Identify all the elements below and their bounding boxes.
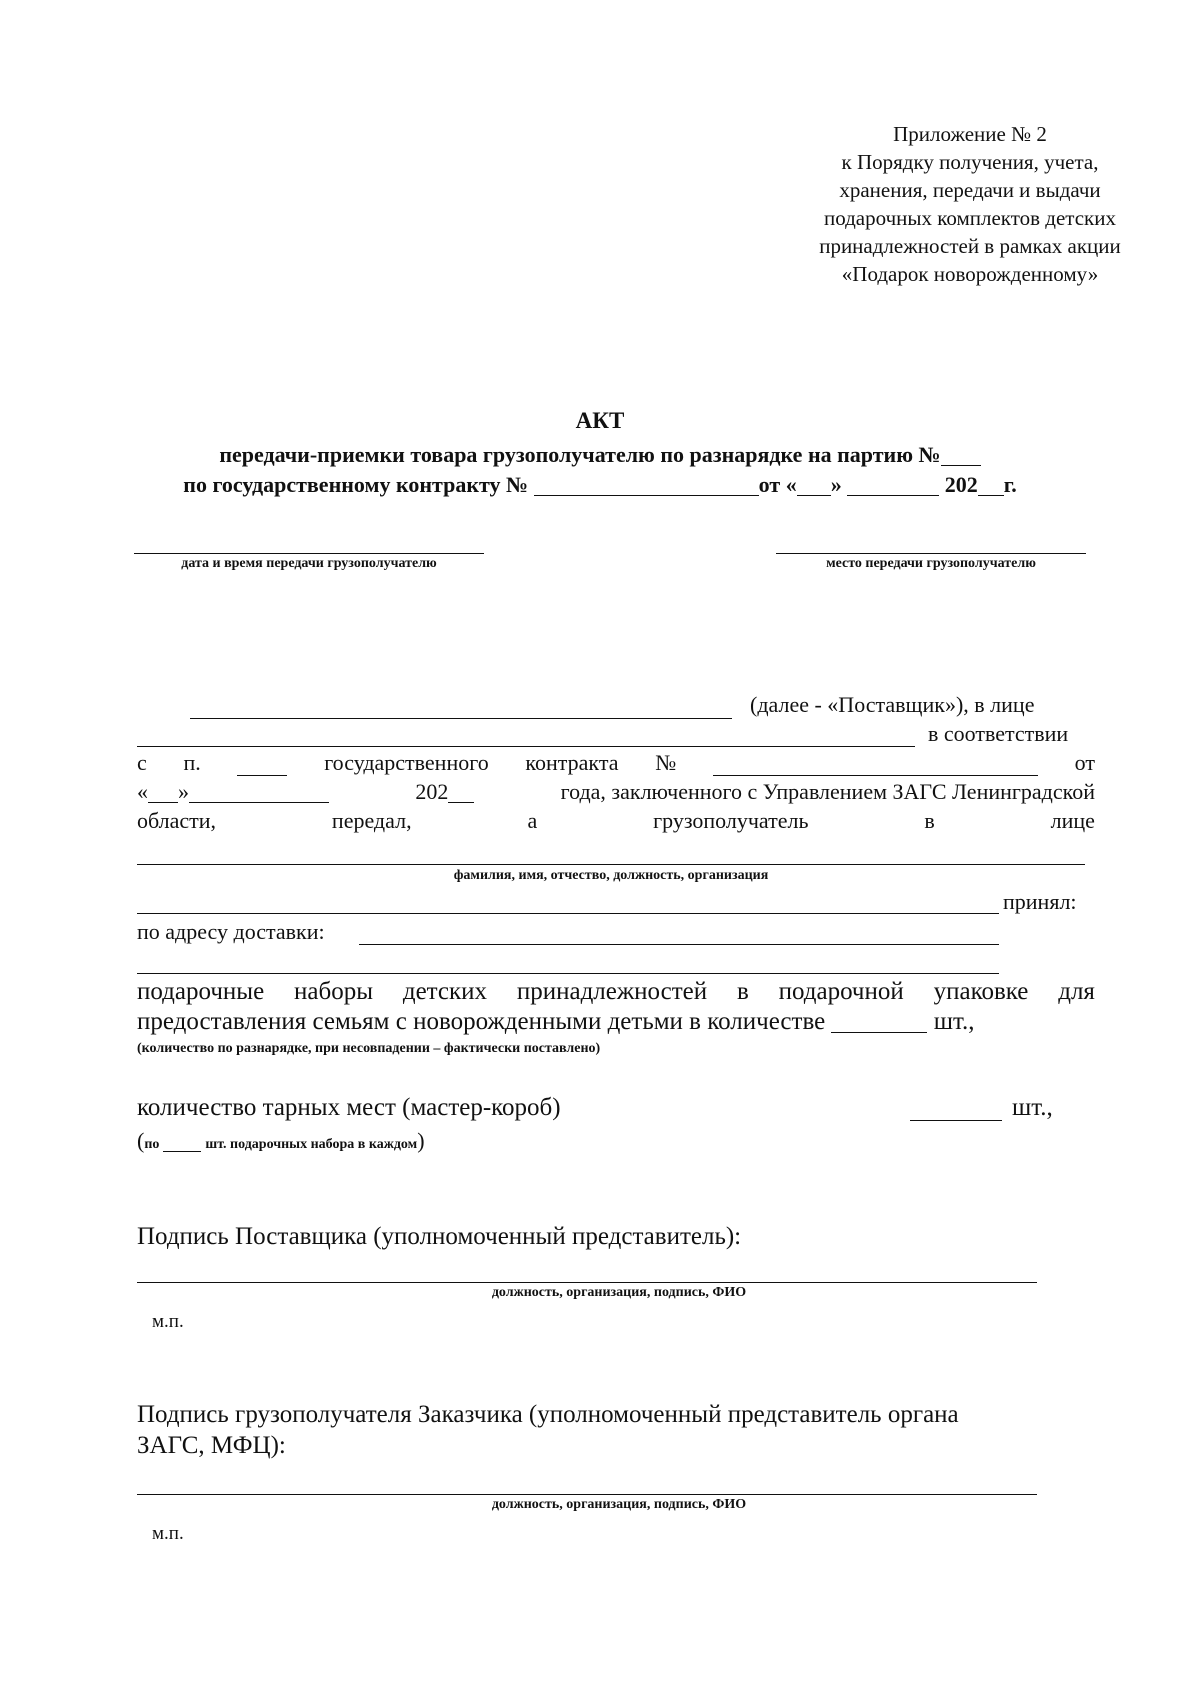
row-word: подарочной bbox=[778, 978, 904, 1005]
customer-stamp-label: м.п. bbox=[152, 1523, 184, 1544]
recipient-fio-caption: фамилия, имя, отчество, должность, организация bbox=[453, 868, 769, 883]
accepted-text: принял: bbox=[1003, 889, 1077, 914]
contract-body-month-field[interactable] bbox=[189, 784, 329, 803]
transfer-place-field[interactable] bbox=[776, 553, 1086, 554]
boxes-unit: шт., bbox=[1012, 1094, 1053, 1121]
row-word: грузополучатель bbox=[653, 808, 809, 833]
row-word: передал, bbox=[331, 808, 412, 833]
gifts-row-2 bbox=[137, 1008, 975, 1036]
contract-date-close: » bbox=[830, 472, 842, 497]
gifts-note: (количество по разнарядке, при несовпадении – фактически поставлено) bbox=[137, 1041, 601, 1056]
batch-number-field[interactable] bbox=[941, 447, 981, 466]
contract-year-prefix: 202 bbox=[944, 472, 978, 497]
act-subtitle bbox=[0, 442, 1200, 468]
appendix-line: подарочных комплектов детских bbox=[823, 206, 1116, 230]
appendix-line: к Порядку получения, учета, bbox=[841, 150, 1099, 174]
boxes-quantity-field[interactable] bbox=[910, 1120, 1002, 1121]
contract-year-group bbox=[415, 779, 474, 805]
row-word: упаковке bbox=[933, 978, 1029, 1005]
appendix-line: Приложение № 2 bbox=[893, 122, 1047, 146]
contract-date-row bbox=[137, 779, 1095, 805]
contract-body-day-field[interactable] bbox=[148, 784, 178, 803]
row-word: контракта bbox=[525, 750, 619, 775]
contract-day-field[interactable] bbox=[797, 477, 831, 496]
supplier-signature-caption: должность, организация, подпись, ФИО bbox=[491, 1285, 747, 1300]
row-word: государственного bbox=[324, 750, 489, 775]
row-word: для bbox=[1058, 978, 1095, 1005]
supplier-representative-field[interactable] bbox=[137, 746, 915, 747]
row-word: а bbox=[527, 808, 538, 833]
act-title: АКТ bbox=[575, 408, 625, 433]
clause-number-field[interactable] bbox=[237, 757, 287, 776]
customer-signature-field[interactable] bbox=[137, 1494, 1037, 1495]
contract-year-field[interactable] bbox=[978, 477, 1004, 496]
transfer-datetime-field[interactable] bbox=[134, 553, 484, 554]
recipient-extra-field[interactable] bbox=[137, 913, 999, 914]
row-word: № bbox=[655, 750, 677, 775]
boxes-note bbox=[137, 1128, 425, 1154]
gifts-unit: шт., bbox=[933, 1008, 975, 1035]
contract-year-suffix: г. bbox=[1003, 472, 1017, 497]
concluded-text: года, заключенного с Управлением ЗАГС Ленинградской bbox=[560, 779, 1095, 804]
contract-label: по государственному контракту № bbox=[183, 472, 529, 497]
contract-clause-row bbox=[137, 750, 1095, 776]
customer-signature-caption: должность, организация, подпись, ФИО bbox=[491, 1497, 747, 1512]
contract-date-open: от « bbox=[758, 472, 797, 497]
customer-signature-label-1: Подпись грузополучателя Заказчика (уполномоченный представитель органа bbox=[137, 1401, 959, 1428]
accordance-text: в соответствии bbox=[928, 721, 1069, 746]
gifts-row-1 bbox=[137, 978, 1095, 1006]
transferred-row bbox=[137, 808, 1095, 834]
row-word: от bbox=[1074, 750, 1095, 775]
appendix-line: «Подарок новорожденному» bbox=[841, 262, 1099, 286]
contract-date-group bbox=[137, 779, 329, 805]
row-word: в bbox=[736, 978, 749, 1005]
row-word: лице bbox=[1050, 808, 1095, 833]
row-word: подарочные bbox=[137, 978, 265, 1005]
quote-open: « bbox=[137, 779, 148, 804]
contract-month-field[interactable] bbox=[847, 477, 939, 496]
appendix-line: хранения, передачи и выдачи bbox=[839, 178, 1101, 202]
act-subtitle-text: передачи-приемки товара грузополучателю по разнарядке на партию № bbox=[219, 442, 941, 467]
transfer-datetime-caption: дата и время передачи грузополучателю bbox=[181, 556, 437, 571]
boxes-note-prefix: по bbox=[144, 1137, 160, 1152]
paren-open: ( bbox=[137, 1128, 145, 1153]
supplier-name-field[interactable] bbox=[190, 718, 732, 719]
year-prefix: 202 bbox=[415, 779, 449, 804]
recipient-fio-field[interactable] bbox=[137, 864, 1085, 865]
appendix-line: принадлежностей в рамках акции bbox=[819, 234, 1121, 258]
customer-signature-label-2: ЗАГС, МФЦ): bbox=[137, 1432, 286, 1459]
row-word: п. bbox=[183, 750, 201, 775]
row-word: с bbox=[137, 750, 147, 775]
row-word: области, bbox=[137, 808, 217, 833]
contract-number-field[interactable] bbox=[534, 477, 759, 496]
supplier-stamp-label: м.п. bbox=[152, 1311, 184, 1332]
row-word: в bbox=[924, 808, 935, 833]
row-word: наборы bbox=[294, 978, 374, 1005]
gifts-row-2-text: предоставления семьям с новорожденными детьми в количестве bbox=[137, 1008, 826, 1035]
boxes-label: количество тарных мест (мастер-короб) bbox=[137, 1094, 561, 1121]
address-label: по адресу доставки: bbox=[137, 919, 325, 944]
contract-line bbox=[0, 472, 1200, 498]
boxes-note-text: шт. подарочных набора в каждом bbox=[205, 1137, 418, 1152]
quote-close: » bbox=[178, 779, 189, 804]
supplier-suffix: (далее - «Поставщик»), в лице bbox=[750, 692, 1035, 717]
contract-number-body-field[interactable] bbox=[713, 757, 1038, 776]
appendix-block bbox=[760, 120, 1180, 288]
row-word: принадлежностей bbox=[516, 978, 708, 1005]
row-word: детских bbox=[402, 978, 488, 1005]
address-field-2[interactable] bbox=[137, 973, 999, 974]
paren-close: ) bbox=[417, 1128, 425, 1153]
address-field[interactable] bbox=[359, 944, 999, 945]
supplier-signature-label: Подпись Поставщика (уполномоченный представитель): bbox=[137, 1223, 742, 1250]
transfer-place-caption: место передачи грузополучателю bbox=[826, 556, 1036, 571]
supplier-signature-field[interactable] bbox=[137, 1282, 1037, 1283]
gifts-quantity-field[interactable] bbox=[831, 1014, 927, 1033]
contract-body-year-field[interactable] bbox=[448, 784, 474, 803]
boxes-per-box-field[interactable] bbox=[163, 1139, 201, 1152]
